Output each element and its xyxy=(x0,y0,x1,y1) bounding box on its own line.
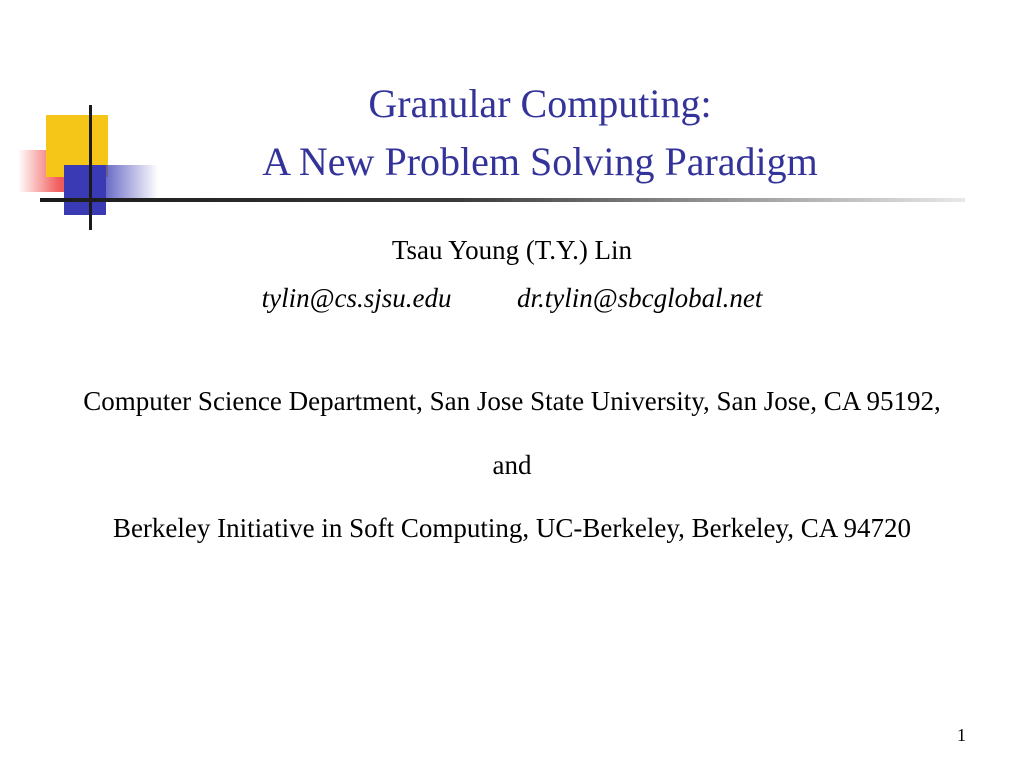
affiliation-secondary: Berkeley Initiative in Soft Computing, UC-Berkeley, Berkeley, CA 94720 xyxy=(112,513,912,544)
page-number: 1 xyxy=(957,725,966,745)
slide-body xyxy=(80,232,944,548)
author-name: Tsau Young (T.Y.) Lin xyxy=(391,235,633,265)
email-line xyxy=(80,280,944,316)
logo-vertical-line xyxy=(89,105,92,230)
email-primary[interactable]: tylin@cs.sjsu.edu xyxy=(261,283,452,314)
title-divider xyxy=(40,198,965,202)
affiliation-primary: Computer Science Department, San Jose State University, San Jose, CA 95192, xyxy=(83,385,941,416)
email-secondary[interactable]: dr.tylin@sbcglobal.net xyxy=(517,283,763,314)
logo-blue-square xyxy=(64,165,106,215)
title-line-2: A New Problem Solving Paradigm xyxy=(262,139,818,184)
page-title xyxy=(120,75,960,191)
title-line-1: Granular Computing: xyxy=(368,81,712,126)
affiliation-conjunction: and xyxy=(492,449,532,480)
